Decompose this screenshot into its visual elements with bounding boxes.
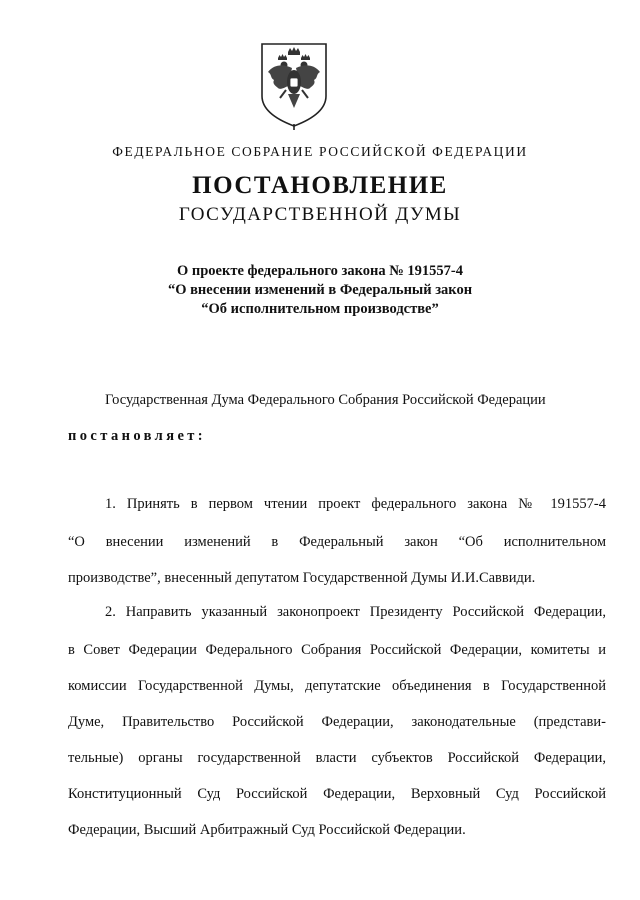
item2-line: в Совет Федерации Федерального Собрания Российской Федерации, комитеты и (68, 642, 606, 658)
item2-line: Конституционный Суд Российской Федерации, Верховный Суд Российской (68, 786, 606, 802)
document-type-title: ПОСТАНОВЛЕНИЕ (192, 172, 448, 199)
item1-line: “О внесении изменений в Федеральный закон “Об исполнительном (68, 534, 606, 550)
item2-line: Федерации, Высший Арбитражный Суд Российской Федерации. (68, 822, 466, 838)
subject-line: “Об исполнительном производстве” (201, 301, 439, 317)
coat-of-arms-icon (258, 38, 330, 130)
preamble-text: Государственная Дума Федерального Собрания Российской Федерации (105, 392, 546, 408)
document-subject (0, 262, 640, 319)
item2-line: 2. Направить указанный законопроект Президенту Российской Федерации, (105, 604, 606, 620)
item2-line: комиссии Государственной Думы, депутатские объединения в Государственной (68, 678, 606, 694)
issuer-name: ГОСУДАРСТВЕННОЙ ДУМЫ (178, 204, 462, 225)
item1-line: производстве”, внесенный депутатом Государственной Думы И.И.Саввиди. (68, 570, 536, 586)
decree-word: постановляет: (68, 428, 207, 444)
item2-line: тельные) органы государственной власти субъектов Российской Федерации, (68, 750, 606, 766)
item2-line: Думе, Правительство Российской Федерации, законодательные (представи- (68, 714, 606, 730)
organization-name: ФЕДЕРАЛЬНОЕ СОБРАНИЕ РОССИЙСКОЙ ФЕДЕРАЦИИ (112, 144, 528, 159)
subject-line: О проекте федерального закона № 191557-4 (176, 263, 464, 279)
item1-line: 1. Принять в первом чтении проект федерального закона № 191557-4 (105, 496, 606, 512)
subject-line: “О внесении изменений в Федеральный закон (167, 282, 473, 298)
